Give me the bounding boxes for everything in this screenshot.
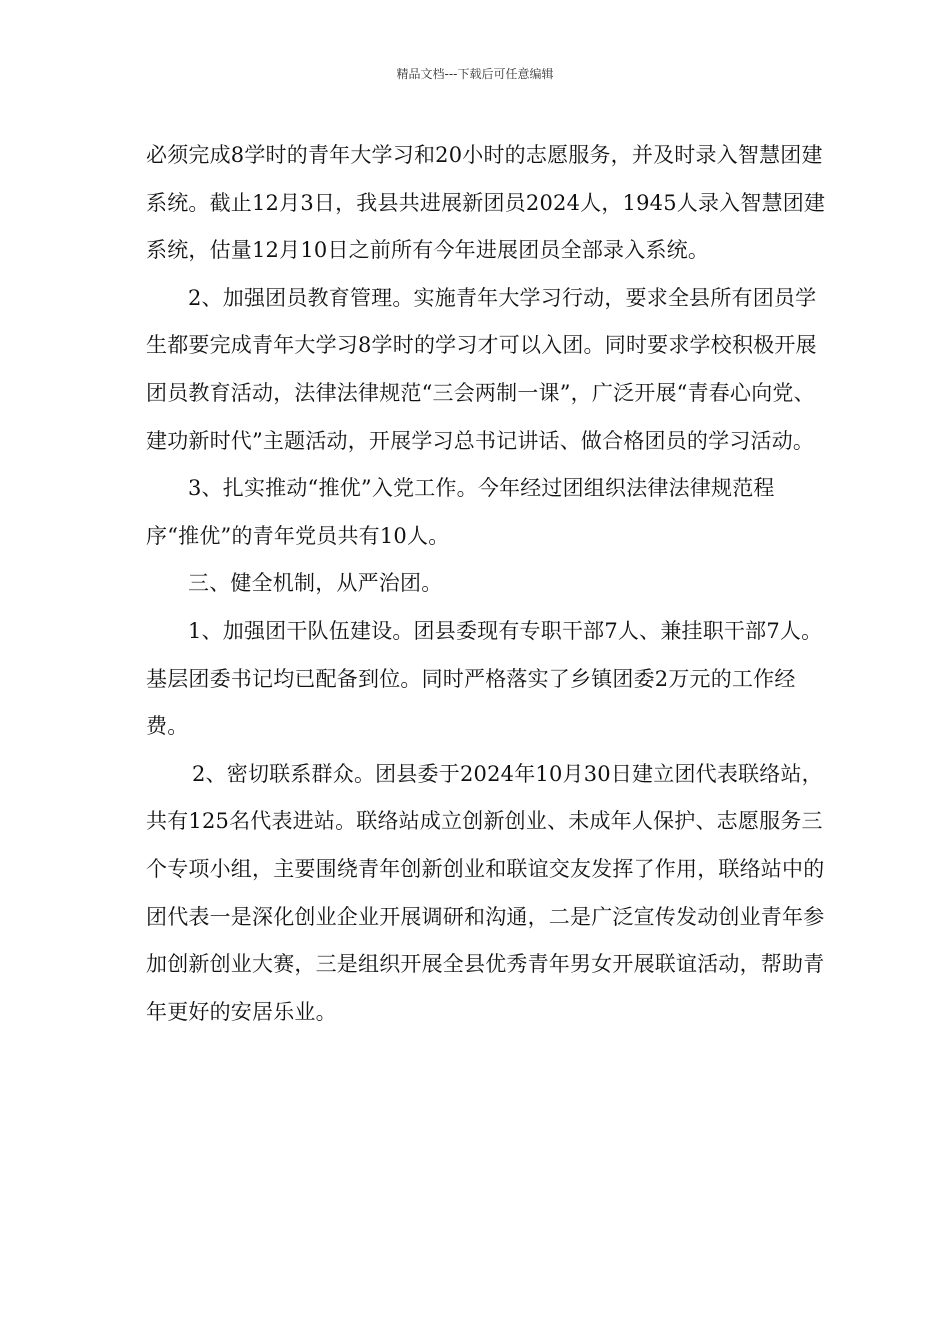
- paragraph-volunteer-service: 必须完成8学时的青年大学习和20小时的志愿服务，并及时录入智慧团建系统。截止12月3日，我县共进展新团员2024人，1945人录入智慧团建系统，估量12月10日之前所有今年进展团员全部录入系统。: [146, 143, 826, 263]
- paragraph-member-education: 2、加强团员教育管理。实施青年大学习行动，要求全县所有团员学生都要完成青年大学习8学时的学习才可以入团。同时要求学校积极开展团员教育活动，法律法律规范“三会两制一课”，广泛开展“青春心向党、建功新时代”主题活动，开展学习总书记讲话、做合格团员的学习活动。: [146, 285, 817, 453]
- paragraph-recommend-party: 3、扎实推动“推优”入党工作。今年经过团组织法律法律规范程序“推优”的青年党员共有10人。: [146, 476, 775, 548]
- paragraph-cadre-team: 1、加强团干队伍建设。团县委现有专职干部7人、兼挂职干部7人。基层团委书记均已配备到位。同时严格落实了乡镇团委2万元的工作经费。: [146, 618, 823, 739]
- section-heading-mechanism: 三、健全机制，从严治团。: [188, 571, 443, 596]
- document-body: [146, 132, 826, 1036]
- paragraph-contact-masses: 2、密切联系群众。团县委于2024年10月30日建立团代表联络站，共有125名代表进站。联络站成立创新创业、未成年人保护、志愿服务三个专项小组，主要围绕青年创新创业和联谊交友发挥了作用，联络站中的团代表一是深化创业企业开展调研和沟通，二是广泛宣传发动创业青年参加创新创业大赛，三是组织开展全县优秀青年男女开展联谊活动，帮助青年更好的安居乐业。: [146, 761, 825, 1024]
- page-header: 精品文档---下载后可任意编辑: [396, 67, 554, 81]
